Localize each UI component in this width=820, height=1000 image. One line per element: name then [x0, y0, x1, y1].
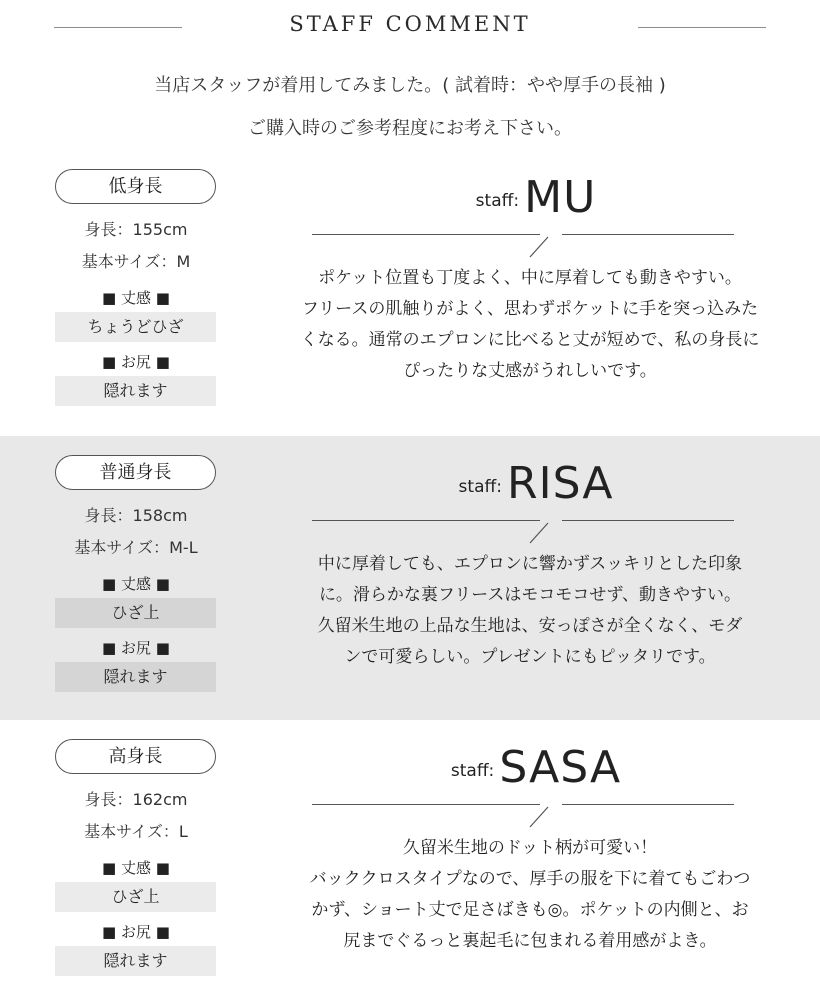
- staff-profile: [55, 169, 217, 406]
- comment-line: かず、ショート丈で足さばきも◎。ポケットの内側と、お: [311, 900, 749, 920]
- comment-line: バッククロスタイプなので、厚手の服を下に着てもごわつ: [309, 869, 751, 889]
- comment-line: くなる。通常のエプロンに比べると丈が短めで、私の身長に: [300, 330, 760, 350]
- comment-line: ぴったりな丈感がうれしいです。: [403, 361, 657, 381]
- hip-value: 隠れます: [55, 376, 216, 406]
- comment-line: フリースの肌触りがよく、思わずポケットに手を突っ込みた: [301, 299, 759, 319]
- height-category-badge: 高身長: [55, 739, 216, 774]
- staff-section-sasa: [0, 720, 820, 1000]
- divider-left: [312, 520, 540, 521]
- length-label: ■ 丈感 ■: [102, 289, 170, 307]
- staff-section-risa: [0, 436, 820, 720]
- staff-comment: [274, 549, 786, 673]
- comment-line: ンで可愛らしい。プレゼントにもピッタリです。: [344, 647, 716, 667]
- staff-section-mu: [0, 150, 820, 436]
- staff-prefix: staff:: [475, 191, 520, 211]
- comment-line: 久留米生地のドット柄が可愛い！: [402, 838, 658, 858]
- staff-name: MU: [524, 172, 597, 223]
- divider-right: [562, 234, 734, 235]
- staff-base-size: 基本サイズ：M-L: [74, 538, 198, 557]
- comment-line: 久留米生地の上品な生地は、安っぽさが全くなく、モダ: [317, 616, 743, 636]
- length-value: ひざ上: [55, 882, 216, 912]
- hip-value: 隠れます: [55, 946, 216, 976]
- staff-profile: [55, 739, 217, 976]
- staff-prefix: staff:: [450, 761, 495, 781]
- length-value: ひざ上: [55, 598, 216, 628]
- staff-name: SASA: [499, 742, 622, 793]
- comment-line: ポケット位置も丁度よく、中に厚着しても動きやすい。: [318, 268, 742, 288]
- comment-line: 尻までぐるっと裏起毛に包まれる着用感がよき。: [343, 931, 717, 951]
- length-label: ■ 丈感 ■: [102, 575, 170, 593]
- divider-right: [562, 804, 734, 805]
- height-category-badge: 低身長: [55, 169, 216, 204]
- divider-slash: [526, 236, 552, 258]
- staff-name-heading: [262, 172, 810, 223]
- staff-prefix: staff:: [458, 477, 502, 497]
- comment-line: に。滑らかな裏フリースはモコモコせず、動きやすい。: [318, 585, 742, 605]
- length-value: ちょうどひざ: [55, 312, 216, 342]
- staff-comment: [274, 263, 786, 387]
- staff-height: 身長：158cm: [84, 506, 188, 525]
- staff-height: 身長：162cm: [84, 790, 188, 809]
- hip-value: 隠れます: [55, 662, 216, 692]
- staff-base-size: 基本サイズ：L: [84, 822, 188, 841]
- page-title: STAFF COMMENT: [289, 12, 531, 36]
- divider-left: [312, 234, 540, 235]
- comment-line: 中に厚着しても、エプロンに響かずスッキリとした印象: [317, 554, 743, 574]
- staff-profile: [55, 455, 217, 692]
- divider-slash: [526, 806, 552, 828]
- intro-text-line-2: ご購入時のご参考程度にお考え下さい。: [248, 118, 572, 139]
- hip-label: ■ お尻 ■: [102, 923, 170, 941]
- staff-name-heading: [262, 458, 810, 509]
- header-rule-right: [638, 27, 766, 28]
- staff-base-size: 基本サイズ：M: [81, 252, 191, 271]
- divider-right: [562, 520, 734, 521]
- staff-name: RISA: [507, 458, 614, 509]
- intro-text-line-1: 当店スタッフが着用してみました。( 試着時：やや厚手の長袖 ): [154, 75, 666, 96]
- height-category-badge: 普通身長: [55, 455, 216, 490]
- divider-slash: [526, 522, 552, 544]
- staff-comment-header: [0, 0, 820, 150]
- staff-comment: [274, 833, 786, 957]
- divider-left: [312, 804, 540, 805]
- staff-height: 身長：155cm: [84, 220, 188, 239]
- staff-name-heading: [262, 742, 810, 793]
- length-label: ■ 丈感 ■: [102, 859, 170, 877]
- hip-label: ■ お尻 ■: [102, 639, 170, 657]
- hip-label: ■ お尻 ■: [102, 353, 170, 371]
